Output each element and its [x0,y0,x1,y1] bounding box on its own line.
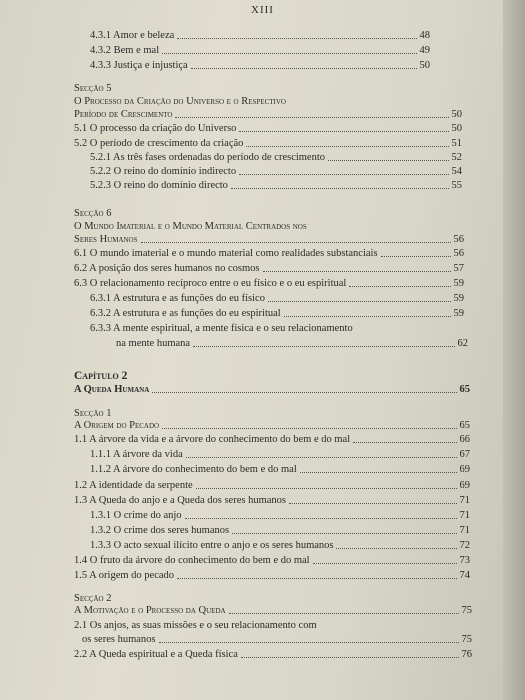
toc-entry [90,464,470,476]
toc-page-number: 71 [459,525,470,536]
toc-entry-text: 5.2 O período de crescimento da criação [74,138,244,149]
toc-entry-text: 1.3.2 O crime dos seres humanos [90,525,230,536]
toc-entry-text: A Queda Humana [74,384,150,395]
dot-leader [241,649,459,658]
toc-entry-text: 4.3.1 Amor e beleza [90,30,175,41]
dot-leader [177,30,416,39]
toc-entry [90,308,464,320]
toc-entry [90,60,430,72]
toc-entry-text: Seres Humanos [74,234,138,245]
toc-entry-text: 6.1 O mundo imaterial e o mundo material como realidades substanciais [74,248,378,259]
toc-entry-text: 1.4 O fruto da árvore do conhecimento do bem e do mal [74,555,310,566]
chapter-2-title [74,384,470,396]
dot-leader [284,308,451,317]
toc-entry-text: A Origem do Pecado [74,420,160,431]
toc-page-number: 73 [459,555,470,566]
toc-entry [74,480,470,492]
toc-entry [74,495,470,507]
dot-leader [289,495,457,504]
dot-leader [239,123,448,132]
toc-entry-text: 6.2 A posição dos seres humanos no cosmos [74,263,260,274]
toc-page-number: 67 [459,449,470,460]
toc-entry [90,30,430,42]
dot-leader [229,605,459,614]
dot-leader [239,166,448,175]
section-1-title [74,420,470,432]
toc-entry-text: Período de Crescimento [74,109,173,120]
toc-entry-text: 5.2.1 As três fases ordenadas do período de crescimento [90,152,326,163]
section-6-title: O Mundo Imaterial e o Mundo Material Centrados nos [74,221,307,232]
toc-page-number: 56 [453,248,464,259]
toc-entry [90,152,462,164]
toc-entry [74,278,464,290]
toc-entry-text: 6.3.2 A estrutura e as funções do eu espiritual [90,308,281,319]
toc-entry [74,434,470,446]
dot-leader [185,510,457,519]
toc-page-number: 69 [459,480,470,491]
toc-entry-text: 1.3.1 O crime do anjo [90,510,182,521]
dot-leader [263,263,451,272]
toc-entry [74,123,462,135]
dot-leader [152,384,456,393]
toc-entry [74,649,472,661]
toc-page-number: 71 [459,495,470,506]
toc-entry [74,620,472,632]
toc-entry [74,248,464,260]
toc-entry-text: os seres humanos [82,634,156,645]
dot-leader [246,138,448,147]
toc-page-number: 55 [451,180,462,191]
toc-entry-text: 1.2 A identidade da serpente [74,480,193,491]
section-2-label: Secção 2 [74,593,112,604]
toc-page-number: 65 [459,384,470,395]
toc-entry-text: 6.3.1 A estrutura e as funções do eu físico [90,293,265,304]
toc-entry [90,449,470,461]
toc-entry-text: na mente humana [116,338,191,349]
toc-page-number: 62 [457,338,468,349]
dot-leader [159,634,459,643]
toc-entry-text: 4.3.2 Bem e mal [90,45,160,56]
toc-entry-text: 5.2.2 O reino do domínio indirecto [90,166,237,177]
page-gutter-shadow [503,0,525,700]
toc-page-number: 50 [419,60,430,71]
toc-page-number: 65 [459,420,470,431]
section-1-label: Secção 1 [74,408,112,419]
toc-page-number: 66 [459,434,470,445]
toc-entry [90,510,470,522]
section-5-label: Secção 5 [74,83,112,94]
dot-leader [328,152,448,161]
toc-entry [82,634,472,646]
toc-page-number: 72 [459,540,470,551]
toc-page-number: 54 [451,166,462,177]
toc-entry [90,540,470,552]
toc-entry-text: 5.1 O processo da criação do Universo [74,123,237,134]
section-5-title-line [74,109,462,121]
dot-leader [336,540,456,549]
dot-leader [177,570,456,579]
toc-page-number: 74 [459,570,470,581]
toc-entry [74,138,462,150]
toc-page-number: 59 [453,293,464,304]
section-5-title: O Processo da Criação do Universo e o Respectivo [74,96,286,107]
toc-entry [90,166,462,178]
toc-entry-text: 1.1.1 A árvore da vida [90,449,183,460]
toc-page-number: 59 [453,278,464,289]
section-6-title-line [74,234,464,246]
dot-leader [193,338,454,347]
dot-leader [349,278,450,287]
dot-leader [381,248,451,257]
dot-leader [186,449,457,458]
dot-leader [196,480,457,489]
toc-page-number: 59 [453,308,464,319]
dot-leader [268,293,451,302]
toc-page-number: 51 [451,138,462,149]
toc-entry-text: 6.3 O relacionamento recíproco entre o eu físico e o eu espiritual [74,278,347,289]
toc-entry-text: 1.1 A árvore da vida e a árvore do conhecimento do bem e do mal [74,434,351,445]
dot-leader [162,45,416,54]
toc-entry [90,45,430,57]
toc-entry-text: 2.1 Os anjos, as suas missões e o seu relacionamento com [74,620,317,631]
page-header: XIII [251,4,274,16]
toc-entry-text: 4.3.3 Justiça e injustiça [90,60,188,71]
toc-entry [74,570,470,582]
toc-entry-text: 1.1.2 A árvore do conhecimento do bem e do mal [90,464,297,475]
toc-page-number: 52 [451,152,462,163]
toc-entry-text: 5.2.3 O reino do domínio directo [90,180,228,191]
section-2-title [74,605,472,617]
dot-leader [162,420,456,429]
toc-page-number: 69 [459,464,470,475]
dot-leader [231,180,449,189]
toc-entry-text: 1.3 A Queda do anjo e a Queda dos seres humanos [74,495,286,506]
toc-page-number: 56 [453,234,464,245]
toc-entry [116,338,468,350]
toc-entry-text: A Motivação e o Processo da Queda [74,605,226,616]
toc-page-number: 75 [461,605,472,616]
toc-page-number: 49 [419,45,430,56]
toc-entry-text: 1.5 A origem do pecado [74,570,175,581]
toc-entry-text: 1.3.3 O acto sexual ilícito entre o anjo e os seres humanos [90,540,334,551]
section-6-label: Secção 6 [74,208,112,219]
dot-leader [191,60,417,69]
dot-leader [141,234,451,243]
toc-entry-text: 2.2 A Queda espiritual e a Queda física [74,649,238,660]
toc-entry [90,525,470,537]
dot-leader [232,525,456,534]
dot-leader [353,434,456,443]
toc-entry [90,180,462,192]
toc-entry [90,293,464,305]
toc-page-number: 57 [453,263,464,274]
toc-page-number: 48 [419,30,430,41]
chapter-2-label: Capítulo 2 [74,370,128,382]
toc-entry-text: 6.3.3 A mente espiritual, a mente física e o seu relacionamento [90,323,353,334]
dot-leader [300,464,457,473]
dot-leader [175,109,448,118]
dot-leader [313,555,457,564]
toc-entry [74,263,464,275]
toc-page-number: 50 [451,123,462,134]
toc-page-number: 71 [459,510,470,521]
toc-entry [90,323,464,335]
toc-page-number: 50 [451,109,462,120]
toc-page-number: 76 [461,649,472,660]
toc-page-number: 75 [461,634,472,645]
toc-entry [74,555,470,567]
